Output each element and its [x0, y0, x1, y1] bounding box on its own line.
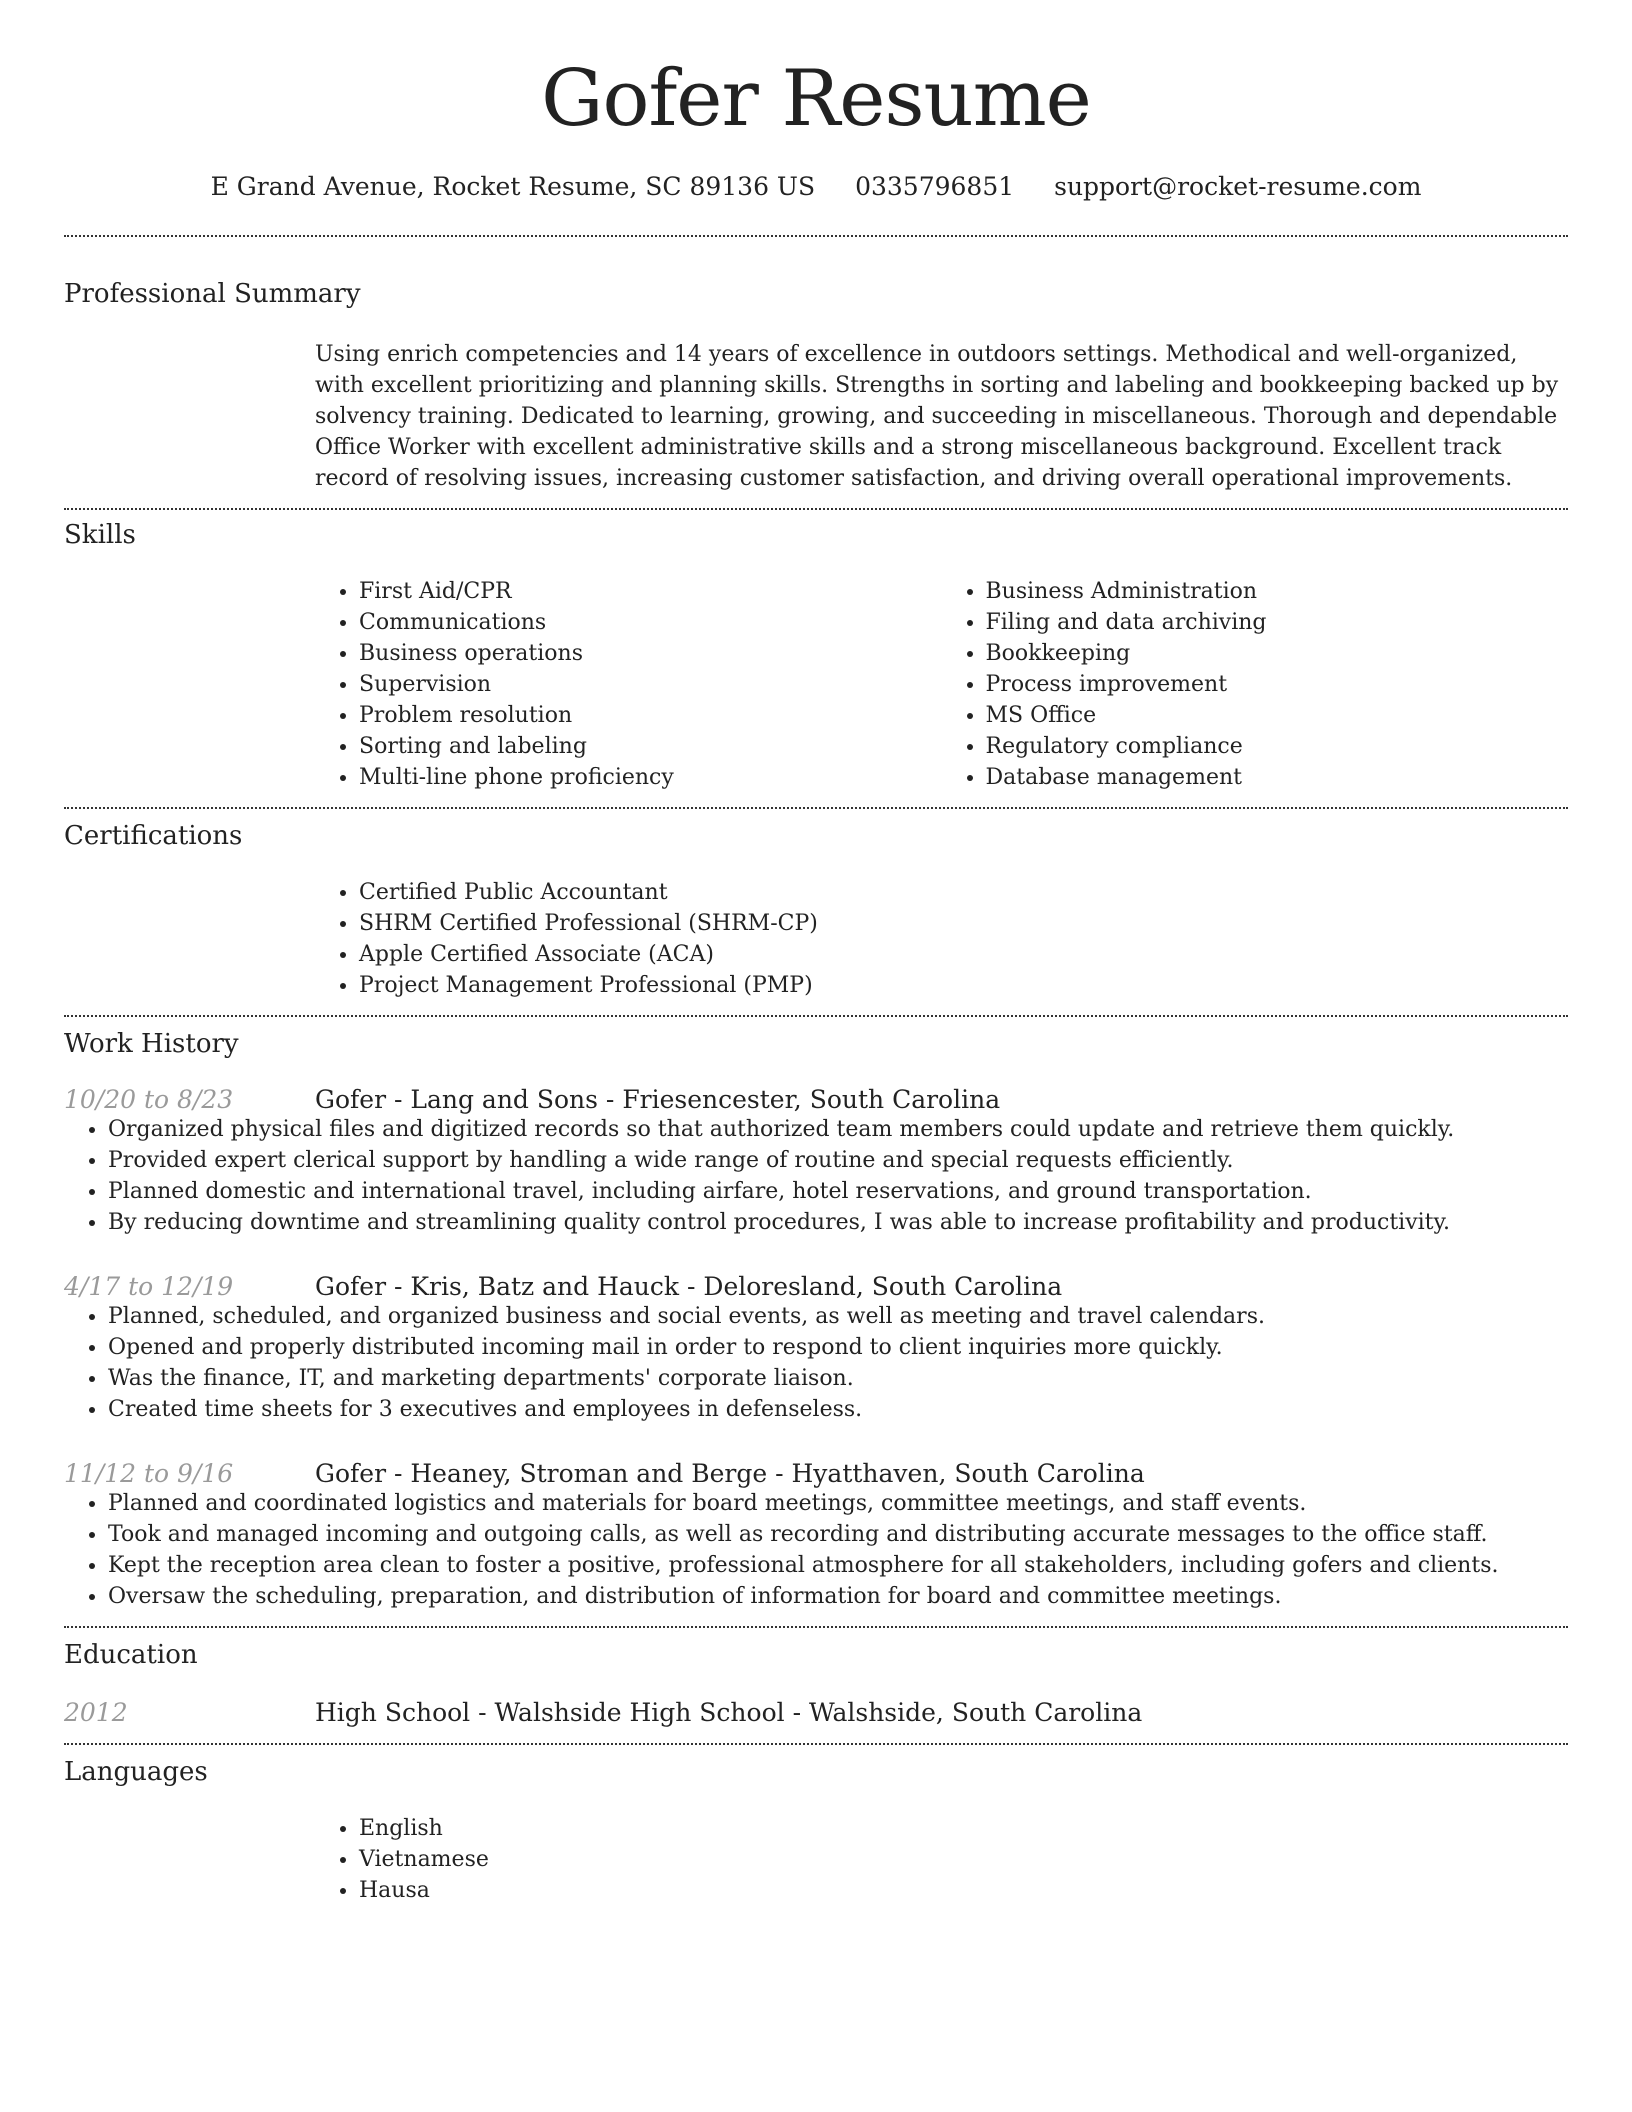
professional-summary-section	[64, 237, 1568, 508]
skill-item: • Sorting and labeling	[359, 731, 942, 762]
job-entry	[64, 1459, 1568, 1612]
languages-list	[315, 1813, 1568, 1906]
section-title-work-history: Work History	[64, 1029, 239, 1059]
skills-section	[64, 510, 1568, 807]
job-duty-item: • Oversaw the scheduling, preparation, and distribution of information for board and committee meetings.	[108, 1581, 1568, 1612]
skill-item: • Business operations	[359, 638, 942, 669]
skill-item: • MS Office	[986, 700, 1569, 731]
skill-item: • Business Administration	[986, 576, 1569, 607]
certification-item: • SHRM Certified Professional (SHRM-CP)	[359, 908, 1568, 939]
certifications-section	[64, 809, 1568, 1015]
job-duty-item: • Created time sheets for 3 executives and employees in defenseless.	[108, 1394, 1568, 1425]
job-duty-item: • Opened and properly distributed incoming mail in order to respond to client inquiries more quickly.	[108, 1332, 1568, 1363]
skill-item: • Filing and data archiving	[986, 607, 1569, 638]
skill-item: • Bookkeeping	[986, 638, 1569, 669]
certification-item: • Certified Public Accountant	[359, 877, 1568, 908]
job-entry	[64, 1272, 1568, 1425]
job-duty-item: • Planned and coordinated logistics and materials for board meetings, committee meetings, and staff events.	[108, 1488, 1568, 1519]
summary-text: Using enrich competencies and 14 years of excellence in outdoors settings. Methodical and well-organized, with excellent prioritizing and planning skills. Strengths in sorting and labeling and bookkeeping backed up by solvency training. Dedicated to learning, growing, and succeeding in miscellaneous. Thorough and dependable Office Worker with excellent administrative skills and a strong miscellaneous background. Excellent track record of resolving issues, increasing customer satisfaction, and driving overall operational improvements.	[315, 342, 1559, 491]
job-title: Gofer - Kris, Batz and Hauck - Deloresland, South Carolina	[315, 1272, 1063, 1301]
skill-item: • Multi-line phone proficiency	[359, 762, 942, 793]
language-item: • Hausa	[359, 1875, 1568, 1906]
job-duty-item: • Was the finance, IT, and marketing departments' corporate liaison.	[108, 1363, 1568, 1394]
education-entry: High School - Walshside High School - Walshside, South Carolina	[315, 1698, 1143, 1727]
language-item: • English	[359, 1813, 1568, 1844]
education-section	[64, 1628, 1568, 1743]
skill-item: • Database management	[986, 762, 1569, 793]
job-duties-list	[64, 1114, 1568, 1238]
job-title: Gofer - Heaney, Stroman and Berge - Hyatthaven, South Carolina	[315, 1459, 1145, 1488]
skill-item: • Regulatory compliance	[986, 731, 1569, 762]
skills-list-left	[315, 576, 942, 793]
job-duty-item: • Provided expert clerical support by handling a wide range of routine and special requests efficiently.	[108, 1145, 1568, 1176]
section-title-summary: Professional Summary	[64, 279, 361, 309]
job-dates: 10/20 to 8/23	[64, 1085, 234, 1114]
job-dates: 4/17 to 12/19	[64, 1272, 234, 1301]
certification-item: • Apple Certified Associate (ACA)	[359, 939, 1568, 970]
skill-item: • Process improvement	[986, 669, 1569, 700]
section-title-certifications: Certifications	[64, 821, 243, 851]
section-title-languages: Languages	[64, 1757, 208, 1787]
job-duty-item: • Took and managed incoming and outgoing calls, as well as recording and distributing accurate messages to the office staff.	[108, 1519, 1568, 1550]
skill-item: • Supervision	[359, 669, 942, 700]
job-title: Gofer - Lang and Sons - Friesencester, South Carolina	[315, 1085, 1001, 1114]
job-dates: 11/12 to 9/16	[64, 1459, 234, 1488]
job-duty-item: • Kept the reception area clean to foster a positive, professional atmosphere for all stakeholders, including gofers and clients.	[108, 1550, 1568, 1581]
resume-page	[64, 0, 1568, 1906]
job-duties-list	[64, 1488, 1568, 1612]
contact-email: support@rocket-resume.com	[1054, 172, 1422, 201]
job-duty-item: • Planned, scheduled, and organized business and social events, as well as meeting and travel calendars.	[108, 1301, 1568, 1332]
skill-item: • Problem resolution	[359, 700, 942, 731]
contact-line	[64, 172, 1568, 201]
language-item: • Vietnamese	[359, 1844, 1568, 1875]
certification-item: • Project Management Professional (PMP)	[359, 970, 1568, 1001]
contact-address: E Grand Avenue, Rocket Resume, SC 89136 US	[210, 172, 816, 201]
job-duties-list	[64, 1301, 1568, 1425]
skills-list-right	[942, 576, 1569, 793]
work-history-section	[64, 1017, 1568, 1626]
resume-name: Gofer Resume	[541, 54, 1091, 144]
job-entry	[64, 1085, 1568, 1238]
job-duty-item: • Organized physical files and digitized records so that authorized team members could update and retrieve them quickly.	[108, 1114, 1568, 1145]
education-year: 2012	[64, 1698, 128, 1727]
job-duty-item: • Planned domestic and international travel, including airfare, hotel reservations, and ground transportation.	[108, 1176, 1568, 1207]
job-duty-item: • By reducing downtime and streamlining quality control procedures, I was able to increase profitability and productivity.	[108, 1207, 1568, 1238]
section-title-education: Education	[64, 1640, 198, 1670]
contact-phone: 0335796851	[855, 172, 1015, 201]
skill-item: • First Aid/CPR	[359, 576, 942, 607]
section-title-skills: Skills	[64, 520, 136, 550]
certifications-list	[315, 877, 1568, 1001]
skill-item: • Communications	[359, 607, 942, 638]
languages-section	[64, 1745, 1568, 1906]
